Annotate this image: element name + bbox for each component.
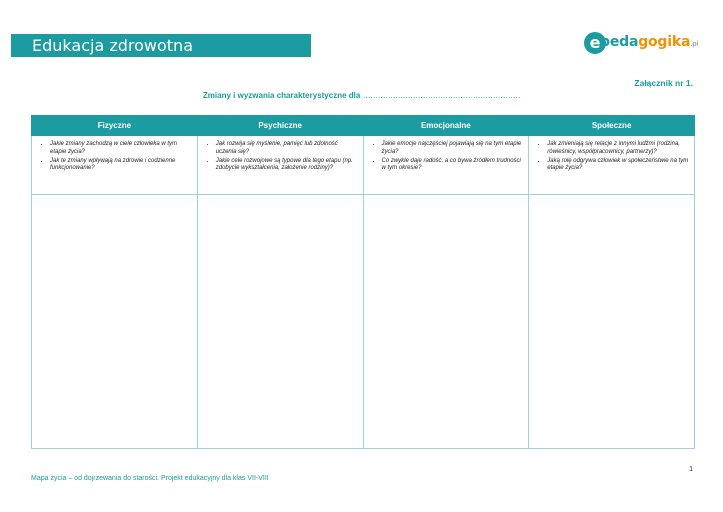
- answer-row: [32, 195, 695, 449]
- questions-cell-psychiczne: [197, 136, 363, 195]
- column-header-psychiczne: Psychiczne: [197, 116, 363, 136]
- answer-cell-emocjonalne[interactable]: [363, 195, 529, 449]
- questions-cell-fizyczne: [32, 136, 198, 195]
- subtitle-blank-line: ………………………………………………………: [362, 91, 521, 100]
- epedagogika-logo[interactable]: [584, 32, 700, 56]
- questions-cell-spoleczne: [529, 136, 695, 195]
- column-header-spoleczne: Społeczne: [529, 116, 695, 136]
- question-item: • Jakie cele rozwojowe są typowe dla tego etapu (np. zdobycie wykształcenia, założenie rodziny)?: [216, 158, 359, 174]
- question-item: • Co zwykle daje radość, a co bywa źródłem trudności w tym okresie?: [382, 158, 525, 174]
- question-item: • Jakie emocje najczęściej pojawiają się na tym etapie życia?: [382, 141, 525, 157]
- question-item: • Jaką rolę odgrywa człowiek w społeczeństwie na tym etapie życia?: [547, 158, 690, 174]
- header-title-bar: [11, 34, 311, 57]
- logo-text: pedagogika.pl: [600, 34, 699, 50]
- column-header-emocjonalne: Emocjonalne: [363, 116, 529, 136]
- footer-text: Mapa życia – od dojrzewania do starości. Projekt edukacyjny dla klas VII-VIII: [31, 475, 269, 482]
- column-header-fizyczne: Fizyczne: [32, 116, 198, 136]
- question-item: • Jakie zmiany zachodzą w ciele człowieka w tym etapie życia?: [50, 141, 193, 157]
- answer-cell-fizyczne[interactable]: [32, 195, 198, 449]
- document-title: Edukacja zdrowotna: [32, 36, 193, 55]
- subtitle-text: Zmiany i wyzwania charakterystyczne dla: [202, 91, 361, 100]
- questions-row: [32, 136, 695, 195]
- question-item: • Jak te zmiany wpływają na zdrowie i codzienne funkcjonowanie?: [50, 158, 193, 174]
- answer-cell-spoleczne[interactable]: [529, 195, 695, 449]
- answer-cell-psychiczne[interactable]: [197, 195, 363, 449]
- question-item: • Jak rozwija się myślenie, pamięć lub zdolność uczenia się?: [216, 141, 359, 157]
- worksheet-subtitle: [0, 91, 723, 100]
- logo-mark: e: [584, 32, 606, 54]
- page-number: 1: [689, 466, 693, 473]
- question-item: • Jak zmieniają się relacje z innymi ludźmi (rodzina, rówieśnicy, współpracownicy, partnerzy)?: [547, 141, 690, 157]
- worksheet-table: [31, 115, 695, 449]
- attachment-label: Załącznik nr 1.: [634, 78, 693, 88]
- questions-cell-emocjonalne: [363, 136, 529, 195]
- table-header-row: [32, 116, 695, 136]
